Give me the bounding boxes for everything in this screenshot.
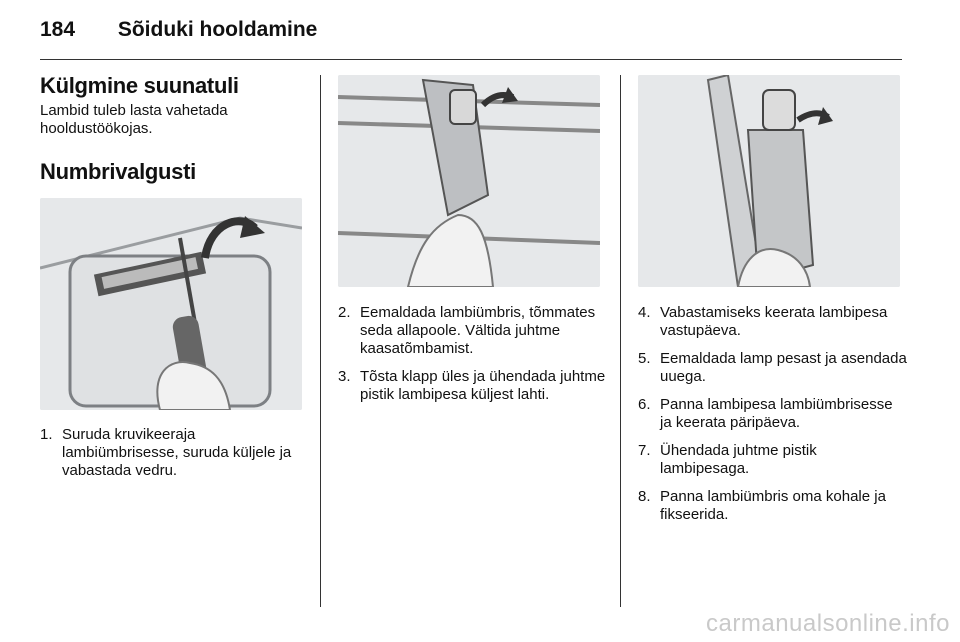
- step-text: Tõsta klapp üles ja ühendada juhtme pistik lambipesa küljest lahti.: [360, 368, 606, 403]
- column-3-steps: [638, 304, 908, 534]
- step-text: Suruda kruvikeeraja lambiümbrisesse, suruda küljele ja vabastada vedru.: [62, 426, 292, 479]
- watermark: carmanualsonline.info: [706, 610, 950, 637]
- step-item: [40, 426, 305, 480]
- section-heading-side-indicator: Külgmine suunatuli: [40, 73, 239, 98]
- step-text: Panna lambipesa lambiümbrisesse ja keerata päripäeva.: [660, 396, 893, 431]
- step-item: [638, 442, 908, 478]
- step-number: 5.: [638, 350, 651, 367]
- step-number: 4.: [638, 304, 651, 321]
- step-text: Ühendada juhtme pistik lambipesaga.: [660, 442, 817, 477]
- step-number: 1.: [40, 426, 53, 443]
- column-divider-1: [320, 75, 321, 607]
- figure-remove-lamp-housing: [338, 75, 600, 287]
- step-list-1: [40, 426, 305, 480]
- illustration-lamp-housing: [338, 75, 600, 287]
- step-number: 3.: [338, 368, 351, 385]
- step-item: [638, 396, 908, 432]
- step-number: 7.: [638, 442, 651, 459]
- step-list-3: [638, 304, 908, 524]
- illustration-lamp-socket: [638, 75, 900, 287]
- step-text: Eemaldada lambiümbris, tõmmates seda allapoole. Vältida juhtme kaasatõmbamist.: [360, 304, 596, 357]
- column-divider-2: [620, 75, 621, 607]
- side-indicator-text: Lambid tuleb lasta vahetada hooldustöökojas.: [40, 102, 228, 137]
- column-2-steps: [338, 304, 608, 414]
- figure-lamp-socket: [638, 75, 900, 287]
- step-text: Panna lambiümbris oma kohale ja fikseerida.: [660, 488, 886, 523]
- step-number: 2.: [338, 304, 351, 321]
- column-1: [40, 72, 305, 186]
- step-list-2: [338, 304, 608, 404]
- step-item: [638, 350, 908, 386]
- step-number: 8.: [638, 488, 651, 505]
- step-item: [338, 304, 608, 358]
- chapter-title: Sõiduki hooldamine: [117, 18, 318, 41]
- illustration-screwdriver: [40, 198, 302, 410]
- page-number: 184: [40, 18, 76, 41]
- section-heading-licence-plate-light: Numbrivalgusti: [40, 159, 196, 184]
- step-item: [638, 304, 908, 340]
- figure-screwdriver-release: [40, 198, 302, 410]
- step-text: Vabastamiseks keerata lambipesa vastupäeva.: [660, 304, 888, 339]
- column-1-steps: [40, 426, 305, 490]
- step-text: Eemaldada lamp pesast ja asendada uuega.: [660, 350, 907, 385]
- page-header: [40, 18, 317, 42]
- step-item: [338, 368, 608, 404]
- step-item: [638, 488, 908, 524]
- step-number: 6.: [638, 396, 651, 413]
- header-rule: [40, 59, 902, 60]
